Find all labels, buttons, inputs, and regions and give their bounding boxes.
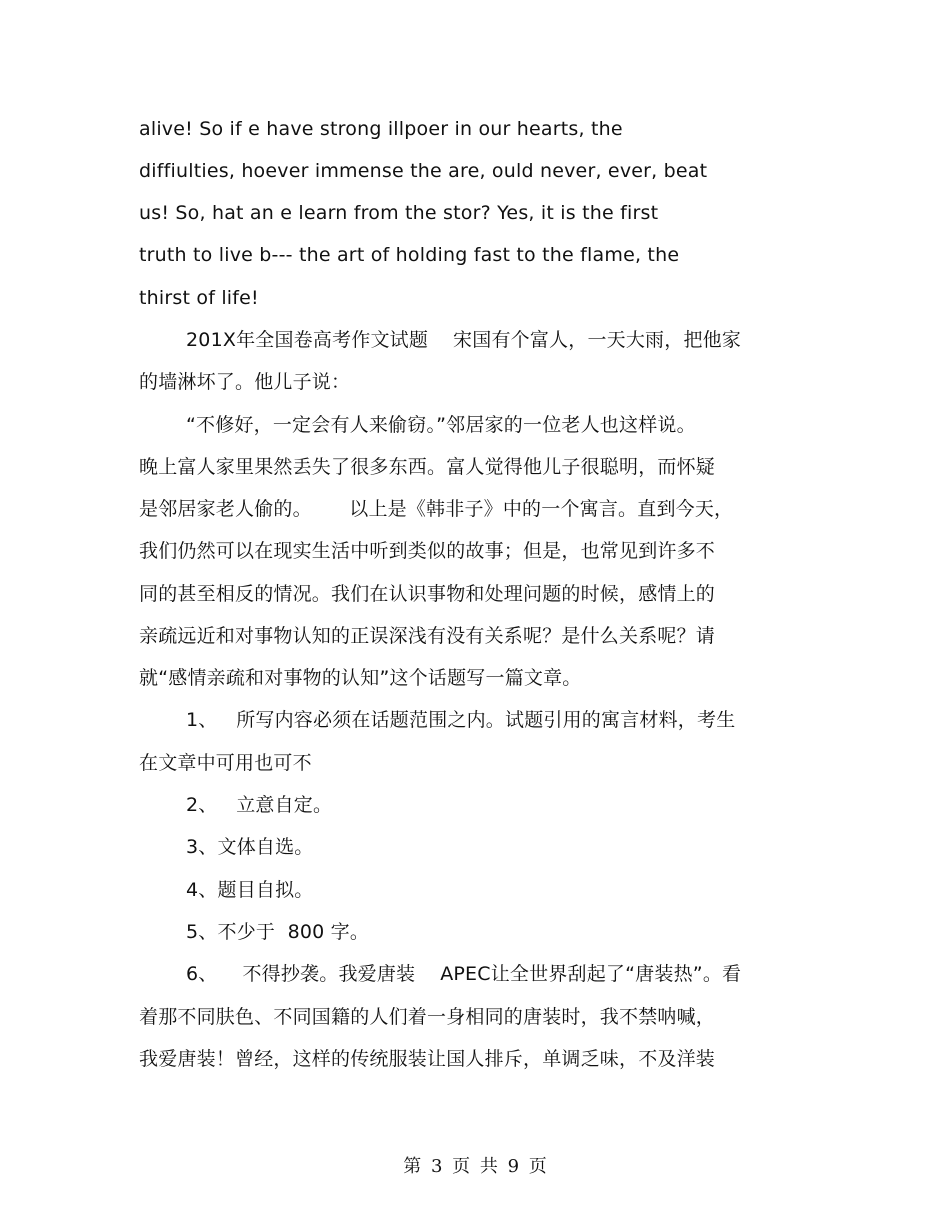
text-line: 着那不同肤色、不同国籍的人们着一身相同的唐装时，我不禁呐喊， xyxy=(139,1006,716,1028)
text-line: “不修好，一定会有人来偷窃。”邻居家的一位老人也这样说。 xyxy=(186,414,696,436)
text-line: 我们仍然可以在现实生活中听到类似的故事；但是，也常见到许多不 xyxy=(139,540,716,562)
text-line: 3、文体自选。 xyxy=(186,836,314,858)
text-line: 5、不少于 800 字。 xyxy=(186,921,370,943)
text-line: 就“感情亲疏和对事物的认知”这个话题写一篇文章。 xyxy=(139,667,582,689)
text-line: us! So, hat an e learn from the stor? Yes, it is the first xyxy=(139,202,659,224)
text-line: 我爱唐装！曾经，这样的传统服装让国人排斥，单调乏味，不及洋装 xyxy=(139,1048,716,1070)
text-line: 1、 所写内容必须在话题范围之内。试题引用的寓言材料，考生 xyxy=(186,709,736,731)
text-line: 同的甚至相反的情况。我们在认识事物和处理问题的时候，感情上的 xyxy=(139,583,716,605)
page-footer: 第 3 页 共 9 页 xyxy=(403,1156,547,1177)
text-line: 是邻居家老人偷的。 以上是《韩非子》中的一个寓言。直到今天， xyxy=(139,498,734,520)
text-line: 4、题目自拟。 xyxy=(186,879,314,901)
text-line: 201X年全国卷高考作文试题 宋国有个富人，一天大雨，把他家 xyxy=(186,329,742,351)
text-line: thirst of life! xyxy=(139,287,259,309)
text-line: 6、 不得抄袭。我爱唐装 APEC让全世界刮起了“唐装热”。看 xyxy=(186,963,742,985)
text-line: 的墙淋坏了。他儿子说： xyxy=(139,371,351,393)
text-line: diffiulties, hoever immense the are, ould never, ever, beat xyxy=(139,160,708,182)
text-line: 在文章中可用也可不 xyxy=(139,752,312,774)
text-line: 亲疏远近和对事物认知的正误深浅有没有关系呢？是什么关系呢？请 xyxy=(139,625,716,647)
text-line: 晚上富人家里果然丢失了很多东西。富人觉得他儿子很聪明，而怀疑 xyxy=(139,456,716,478)
text-line: truth to live b--- the art of holding fast to the flame, the xyxy=(139,244,680,266)
text-line: 2、 立意自定。 xyxy=(186,794,333,816)
text-line: alive! So if e have strong illpoer in our hearts, the xyxy=(139,118,623,140)
